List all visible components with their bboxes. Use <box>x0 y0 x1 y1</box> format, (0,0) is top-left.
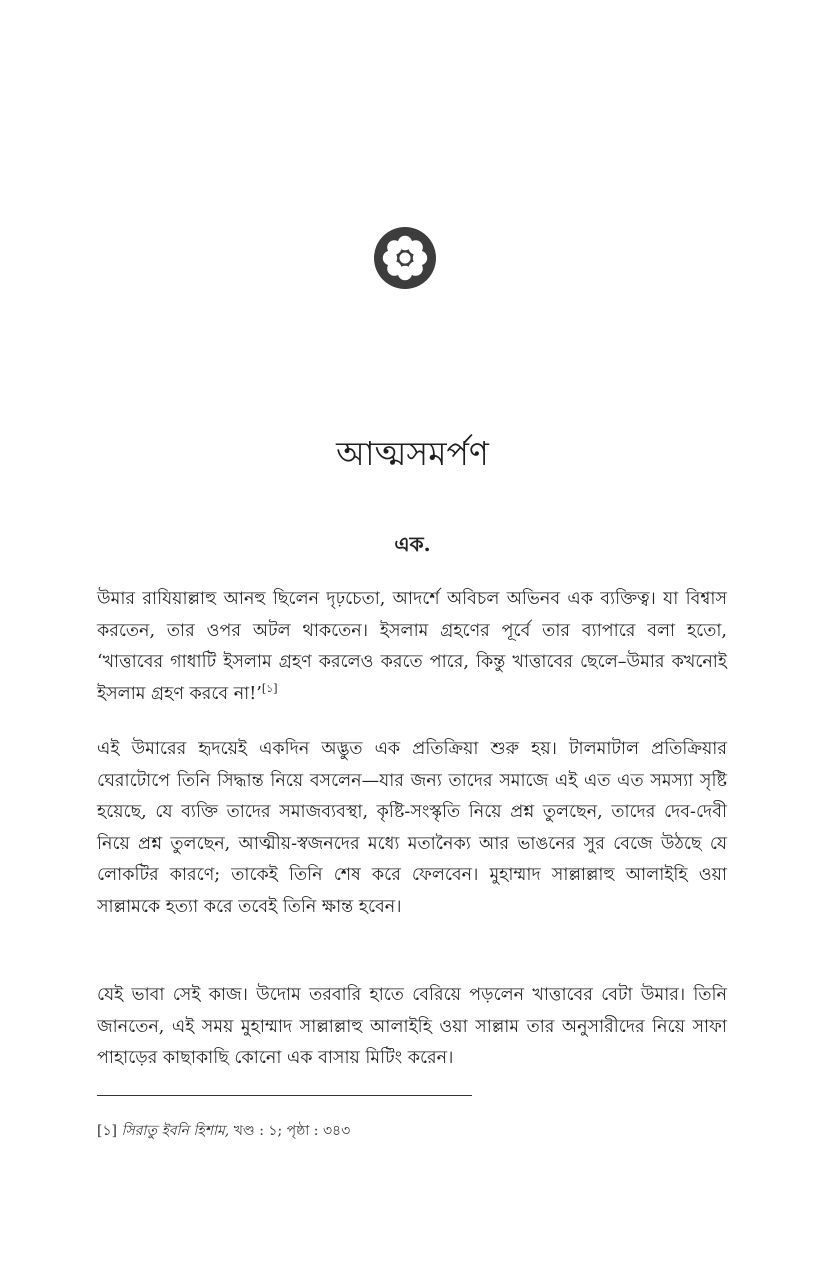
footnote-divider <box>97 1095 472 1096</box>
paragraph-1 <box>97 584 727 710</box>
ornament-petal <box>408 240 422 254</box>
paragraph-2 <box>97 734 727 923</box>
footnote-source: সিরাতু ইবনি হিশাম, <box>121 1123 230 1139</box>
footnote-marker: [১] <box>97 1123 118 1139</box>
footnote <box>97 1119 727 1143</box>
paragraph-1-text: উমার রাযিয়াল্লাহু আনহু ছিলেন দৃঢ়চেতা, আদর্শে অবিচল অভিনব এক ব্যক্তিত্ব। যা বিশ্বাস করতেন, তার ওপর অটল থাকতেন। ইসলাম গ্রহণের পূর্বে তার ব্যাপারে বলা হতো, ‘খাত্তাবের গাধাটি ইসলাম গ্রহণ করলেও করতে পারে, কিন্তু খাত্তাবের ছেলে–উমার কখনোই ইসলাম গ্রহণ করবে না!’ <box>97 589 727 704</box>
flower-ornament-icon <box>372 225 438 291</box>
section-heading: এক. <box>394 532 431 556</box>
paragraph-3-text: যেই ভাবা সেই কাজ। উদোম তরবারি হাতে বেরিয়ে পড়লেন খাত্তাবের বেটা উমার। তিনি জানতেন, এই সময় মুহাম্মাদ সাল্লাল্লাহু আলাইহি ওয়া সাল্লাম তার অনুসারীদের নিয়ে সাফা পাহাড়ের কাছাকাছি কোনো এক বাসায় মিটিং করেন। <box>97 985 727 1068</box>
paragraph-3 <box>97 980 727 1075</box>
chapter-title: আত্মসমর্পণ <box>336 434 489 473</box>
paragraph-2-text: এই উমারের হৃদয়েই একদিন অদ্ভুত এক প্রতিক্রিয়া শুরু হয়। টালমাটাল প্রতিক্রিয়ার ঘেরাটোপে তিনি সিদ্ধান্ত নিয়ে বসলেন—যার জন্য তাদের সমাজে এই এত এত সমস্যা সৃষ্টি হয়েছে, যে ব্যক্তি তাদের সমাজব্যবস্থা, কৃষ্টি-সংস্কৃতি নিয়ে প্রশ্ন তুলছেন, তাদের দেব-দেবী নিয়ে প্রশ্ন তুলছেন, আত্মীয়-স্বজনদের মধ্যে মতানৈক্য আর ভাঙনের সুর বেজে উঠছে যে লোকটির কারণে; তাকেই তিনি শেষ করে ফেলবেন। মুহাম্মাদ সাল্লাল্লাহু আলাইহি ওয়া সাল্লামকে হত্যা করে তবেই তিনি ক্ষান্ত হবেন। <box>97 739 727 917</box>
footnote-reference[interactable]: [১] <box>261 681 278 695</box>
footnote-detail: খণ্ড : ১; পৃষ্ঠা : ৩৪৩ <box>233 1123 351 1139</box>
